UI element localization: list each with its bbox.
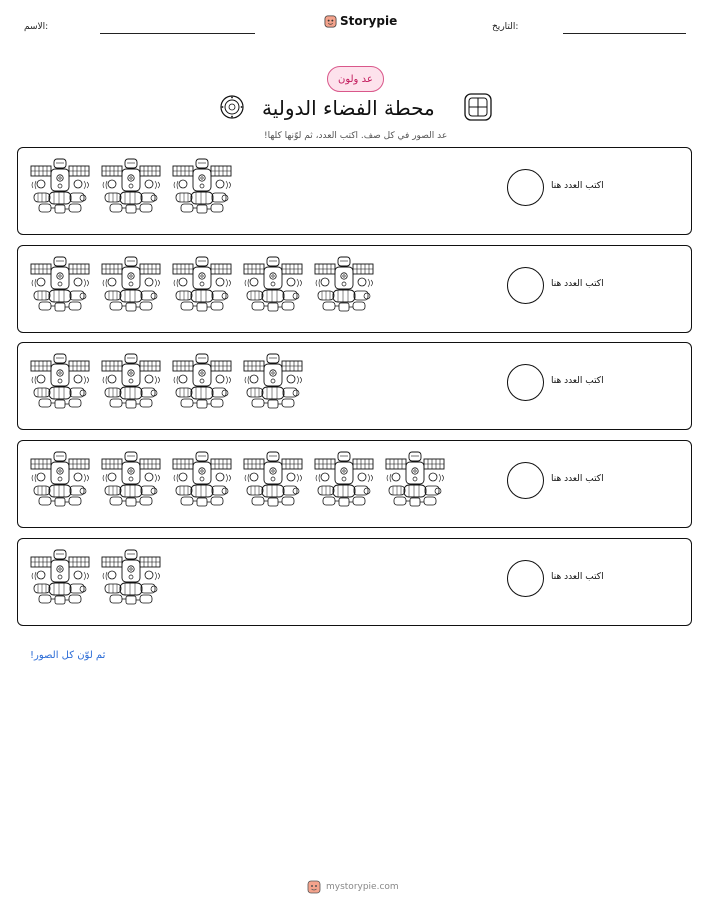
window-icon (463, 92, 493, 122)
space-station-icon[interactable] (242, 451, 305, 509)
write-number-label: اكتب العدد هنا (551, 474, 604, 484)
space-station-icon[interactable] (313, 451, 376, 509)
counting-row (17, 440, 692, 528)
space-station-icon[interactable] (100, 256, 163, 314)
answer-circle[interactable] (507, 364, 544, 401)
counting-row (17, 147, 692, 235)
row-pictures (29, 451, 447, 509)
name-line[interactable] (100, 33, 255, 34)
write-number-label: اكتب العدد هنا (551, 181, 604, 191)
write-number-label: اكتب العدد هنا (551, 279, 604, 289)
space-station-icon[interactable] (313, 256, 376, 314)
space-station-icon[interactable] (171, 451, 234, 509)
row-pictures (29, 353, 305, 411)
space-station-icon[interactable] (242, 353, 305, 411)
porthole-icon (219, 94, 245, 120)
storypie-logo-icon (324, 15, 337, 28)
space-station-icon[interactable] (171, 158, 234, 216)
storypie-footer-logo-icon (307, 880, 321, 894)
name-label: الاسم: (24, 22, 49, 32)
space-station-icon[interactable] (29, 549, 92, 607)
answer-circle[interactable] (507, 267, 544, 304)
space-station-icon[interactable] (29, 158, 92, 216)
row-pictures (29, 256, 376, 314)
count-and-color-badge: عد ولون (327, 66, 384, 92)
date-line[interactable] (563, 33, 686, 34)
space-station-icon[interactable] (171, 353, 234, 411)
row-pictures (29, 549, 163, 607)
space-station-icon[interactable] (242, 256, 305, 314)
write-number-label: اكتب العدد هنا (551, 572, 604, 582)
color-instruction: ثم لوّن كل الصور! (30, 650, 106, 661)
answer-circle[interactable] (507, 462, 544, 499)
date-label: التاريخ: (492, 22, 519, 32)
write-number-label: اكتب العدد هنا (551, 376, 604, 386)
space-station-icon[interactable] (100, 549, 163, 607)
space-station-icon[interactable] (100, 158, 163, 216)
footer (307, 880, 399, 894)
counting-row (17, 342, 692, 430)
counting-row (17, 245, 692, 333)
space-station-icon[interactable] (29, 256, 92, 314)
answer-circle[interactable] (507, 169, 544, 206)
space-station-icon[interactable] (100, 353, 163, 411)
footer-url[interactable]: mystorypie.com (326, 882, 399, 892)
space-station-icon[interactable] (171, 256, 234, 314)
answer-circle[interactable] (507, 560, 544, 597)
space-station-icon[interactable] (29, 353, 92, 411)
brand-name: Storypie (340, 14, 398, 28)
space-station-icon[interactable] (100, 451, 163, 509)
row-pictures (29, 158, 234, 216)
space-station-icon[interactable] (29, 451, 92, 509)
instructions: عد الصور في كل صف. اكتب العدد، ثم لوّنها كلها! (264, 131, 448, 141)
counting-row (17, 538, 692, 626)
brand-logo (324, 14, 397, 28)
space-station-icon[interactable] (384, 451, 447, 509)
page-title: محطة الفضاء الدولية (262, 96, 435, 120)
